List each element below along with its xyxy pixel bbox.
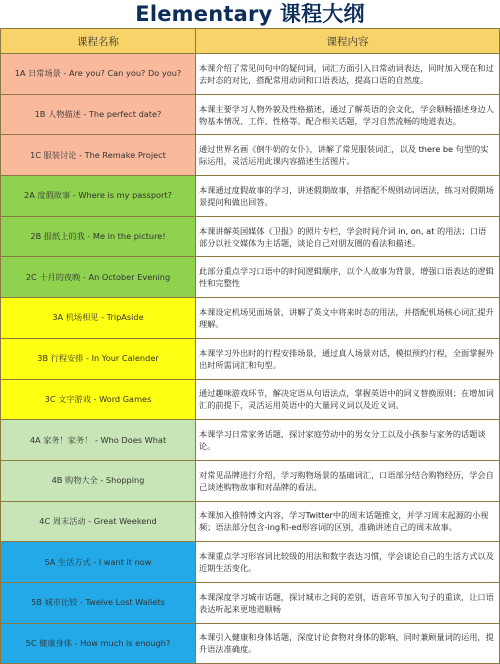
course-name: 5C 健康身体 - How much is enough? xyxy=(1,623,196,664)
course-description: 本课介绍了常见问句中的疑问词，词汇方面引入日常动词表达，同时加入现在和过去时态的对比，搭配常用动词和口语表达，提高口语的自然度。 xyxy=(196,54,500,95)
course-description: 本课设定机场见面场景，讲解了英文中将来时态的用法，并搭配机场核心词汇提升理解。 xyxy=(196,298,500,339)
course-description: 此部分重点学习口语中的时间逻辑顺序，以个人故事为背景，增强口语表达的逻辑性和完整性 xyxy=(196,257,500,298)
table-row xyxy=(1,176,500,217)
course-description: 本课引入健康和身体话题，深度讨论食物对身体的影响，同时兼顾量词的运用，提升语法准确度。 xyxy=(196,623,500,664)
course-description: 本课通过度假故事的学习，讲述假期故事，并搭配不规则动词语法，练习对假期场景提问和做出回答。 xyxy=(196,176,500,217)
header-course-content: 课程内容 xyxy=(196,29,500,54)
table-row xyxy=(1,420,500,461)
course-name: 3B 行程安排 - In Your Calender xyxy=(1,338,196,379)
table-row xyxy=(1,623,500,664)
course-name: 3C 文字游戏 - Word Games xyxy=(1,379,196,420)
course-name: 1B 人物描述 - The perfect date? xyxy=(1,94,196,135)
course-name: 4B 购物大全 - Shopping xyxy=(1,460,196,501)
course-name: 5A 生活方式 - I want it now xyxy=(1,542,196,583)
table-row xyxy=(1,582,500,623)
course-name: 4C 周末活动 - Great Weekend xyxy=(1,501,196,542)
course-description: 通过世界名画《倒牛奶的女仆》，讲解了常见服装词汇，以及 there be 句型的实际运用，灵活运用此课内容描述生活图片。 xyxy=(196,135,500,176)
table-row xyxy=(1,216,500,257)
course-description: 本课学习日常家务话题，探讨家庭劳动中的男女分工以及小孩参与家务的话题谈论。 xyxy=(196,420,500,461)
table-row xyxy=(1,54,500,95)
table-row xyxy=(1,94,500,135)
course-description: 本课讲解英国媒体《卫报》的照片专栏，学会时间介词 in, on, at 的用法；口语部分以社交媒体为主话题，谈论自己对朋友圈的看法和描述。 xyxy=(196,216,500,257)
table-row xyxy=(1,542,500,583)
course-description: 本课深度学习城市话题，探讨城市之间的差别，语音环节加入句子的重读，让口语表达听起来更地道顺畅 xyxy=(196,582,500,623)
page-title: Elementary 课程大纲 xyxy=(135,2,365,26)
table-row xyxy=(1,257,500,298)
table-row xyxy=(1,501,500,542)
course-name: 1C 服装讨论 - The Remake Project xyxy=(1,135,196,176)
header-course-name: 课程名称 xyxy=(1,29,196,54)
course-description: 本课学习外出时的行程安排场景，通过真人场景对话，模拟预约行程，全面掌握外出时所需词汇和句型。 xyxy=(196,338,500,379)
course-name: 4A 家务！家务！ - Who Does What xyxy=(1,420,196,461)
course-name: 2C 十月的夜晚 - An October Evening xyxy=(1,257,196,298)
course-name: 1A 日常场景 - Are you? Can you? Do you? xyxy=(1,54,196,95)
course-description: 本课重点学习形容词比较级的用法和数字表达习惯，学会谈论自己的生活方式以及近期生活变化。 xyxy=(196,542,500,583)
course-table xyxy=(0,28,500,664)
table-row xyxy=(1,460,500,501)
table-header-row xyxy=(1,29,500,54)
course-name: 2B 报纸上的我 - Me in the picture! xyxy=(1,216,196,257)
table-row xyxy=(1,298,500,339)
table-row xyxy=(1,135,500,176)
table-row xyxy=(1,379,500,420)
course-name: 5B 城市比较 - Twelve Lost Wallets xyxy=(1,582,196,623)
course-description: 通过趣味游戏环节，解决定语从句语法点，掌握英语中的同义替换原则；在增加词汇的前提下，灵活运用英语中的大量同义词以及近义词。 xyxy=(196,379,500,420)
course-name: 3A 机场相见 - TripAside xyxy=(1,298,196,339)
course-description: 本课主要学习人物外貌及性格描述，通过了解英语的会文化，学会顺畅描述身边人物基本情况、工作、性格等。配合相关话题，学习自然流畅的地道表达。 xyxy=(196,94,500,135)
course-name: 2A 度假故事 - Where is my passport? xyxy=(1,176,196,217)
table-row xyxy=(1,338,500,379)
course-description: 本课加入推特博文内容，学习Twitter中的周末话题推文，并学习周末起源的小视频；语法部分包含-ing和-ed形容词的区别，准确讲述自己的周末故事。 xyxy=(196,501,500,542)
course-description: 对常见品牌进行介绍，学习购物场景的基础词汇，口语部分结合购物经历，学会自己谈述购物故事和对品牌的看法。 xyxy=(196,460,500,501)
